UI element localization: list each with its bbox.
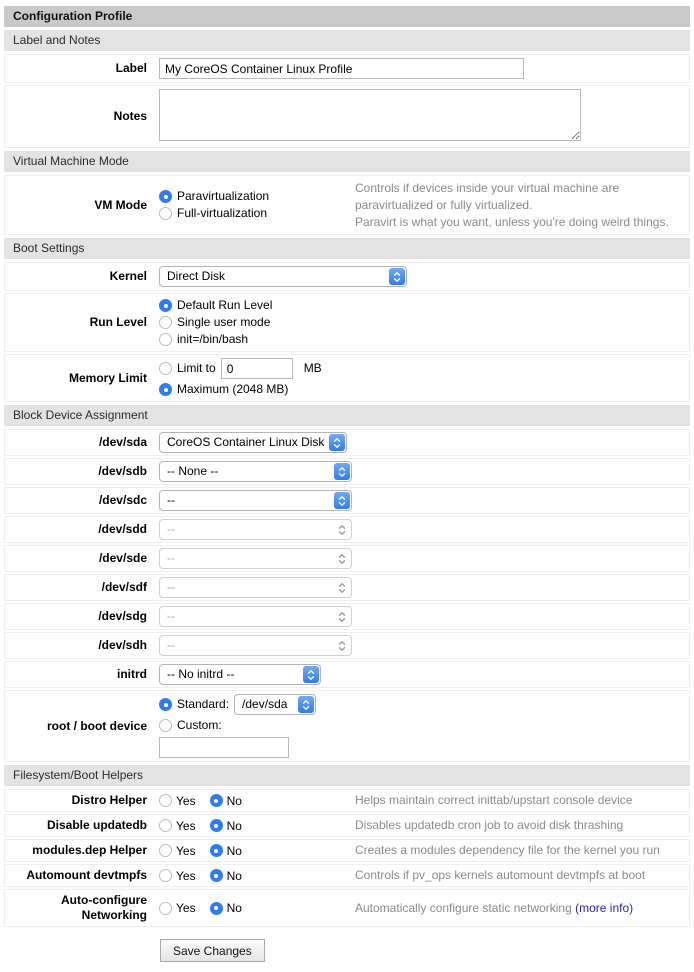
dev-sdb-label: /dev/sdb: [98, 464, 147, 478]
select-stepper-icon: [334, 579, 350, 596]
select-stepper-icon: [334, 492, 350, 509]
yes-option-label[interactable]: Yes: [176, 793, 196, 808]
chevron-updown-icon: [333, 437, 341, 449]
help-text: Automatically configure static networking: [355, 900, 572, 915]
chevron-updown-icon: [338, 466, 346, 478]
select-value: Direct Disk: [167, 269, 226, 283]
run-level-option-default[interactable]: [159, 297, 272, 314]
no-option-label[interactable]: No: [226, 818, 242, 833]
label-field-label: Label: [115, 61, 147, 75]
memory-limit-input[interactable]: [221, 358, 293, 379]
auto-configure-networking-row: [4, 889, 690, 927]
help-line: paravirtualized or fully virtualized.: [355, 198, 533, 212]
radio-icon[interactable]: [159, 190, 172, 203]
option-label: Maximum (2048 MB): [177, 382, 289, 396]
notes-field-label: Notes: [113, 109, 147, 123]
distro-helper-help: Helps maintain correct inittab/upstart console device: [355, 793, 633, 807]
no-option-label[interactable]: No: [226, 901, 242, 915]
radio-icon[interactable]: [159, 844, 172, 857]
kernel-label: Kernel: [109, 269, 147, 283]
section-filesystem-boot-helpers: Filesystem/Boot Helpers: [4, 765, 690, 786]
initrd-row: [4, 661, 690, 688]
option-label: Custom:: [177, 718, 222, 732]
radio-icon[interactable]: [210, 794, 223, 807]
disable-updatedb-row: [4, 814, 690, 837]
select-value: --: [167, 580, 175, 594]
select-stepper-icon: [334, 463, 350, 480]
option-label: Paravirtualization: [177, 189, 270, 203]
dev-sde-row: [4, 545, 690, 572]
yes-option-label[interactable]: Yes: [176, 868, 196, 883]
radio-icon[interactable]: [159, 316, 172, 329]
memory-limit-option-maximum[interactable]: [159, 381, 322, 398]
automount-devtmpfs-row: [4, 864, 690, 887]
radio-icon[interactable]: [159, 207, 172, 220]
dev-sdc-row: [4, 487, 690, 514]
select-value: --: [167, 551, 175, 565]
memory-limit-option-limit-to[interactable]: [159, 358, 322, 379]
page-title: Configuration Profile: [4, 6, 690, 27]
option-label: init=/bin/bash: [177, 332, 249, 346]
no-option-label[interactable]: No: [226, 868, 242, 883]
help-line: Paravirt is what you want, unless you're doing weird things.: [355, 215, 669, 229]
root-device-option-custom[interactable]: [159, 717, 316, 734]
radio-icon[interactable]: [159, 333, 172, 346]
yes-option-label[interactable]: Yes: [176, 843, 196, 858]
chevron-updown-icon: [338, 640, 346, 652]
root-boot-device-row: [4, 690, 690, 762]
dev-sdb-row: [4, 458, 690, 485]
yes-option-label[interactable]: Yes: [176, 818, 196, 833]
disable-updatedb-label: Disable updatedb: [46, 818, 147, 832]
dev-sda-select[interactable]: [159, 432, 347, 453]
yes-option-label[interactable]: Yes: [176, 901, 196, 915]
run-level-option-single-user[interactable]: [159, 314, 272, 331]
section-boot-settings: Boot Settings: [4, 238, 690, 259]
dev-sdf-label: /dev/sdf: [101, 580, 147, 594]
vm-mode-help-text: [355, 179, 669, 231]
radio-icon[interactable]: [159, 794, 172, 807]
dev-sdb-select[interactable]: [159, 461, 352, 482]
more-info-link[interactable]: (more info): [575, 900, 634, 915]
select-stepper-icon: [334, 637, 350, 654]
root-device-option-standard[interactable]: [159, 694, 316, 715]
dev-sda-label: /dev/sda: [98, 435, 147, 449]
chevron-updown-icon: [393, 271, 401, 283]
initrd-select[interactable]: [159, 664, 321, 685]
vm-mode-label: VM Mode: [94, 197, 147, 212]
label-row: [4, 54, 690, 83]
auto-configure-networking-label: Auto-configure Networking: [61, 893, 147, 922]
select-stepper-icon: [303, 666, 319, 683]
vm-mode-option-paravirtualization[interactable]: [159, 188, 355, 205]
memory-unit-label: MB: [303, 361, 322, 375]
vm-mode-option-full-virtualization[interactable]: [159, 205, 355, 222]
option-label: Limit to: [177, 361, 216, 375]
initrd-label: initrd: [117, 667, 147, 681]
select-stepper-icon: [334, 608, 350, 625]
select-value: CoreOS Container Linux Disk: [167, 435, 325, 449]
radio-icon[interactable]: [159, 698, 172, 711]
dev-sdf-row: [4, 574, 690, 601]
select-value: -- None --: [167, 464, 219, 478]
radio-icon[interactable]: [159, 902, 172, 915]
run-level-label: Run Level: [89, 315, 147, 329]
radio-icon[interactable]: [210, 819, 223, 832]
kernel-row: [4, 262, 690, 291]
dev-sdc-select[interactable]: [159, 490, 352, 511]
memory-limit-row: [4, 354, 690, 402]
chevron-updown-icon: [338, 495, 346, 507]
select-value: --: [167, 638, 175, 652]
radio-icon[interactable]: [159, 719, 172, 732]
run-level-row: [4, 293, 690, 352]
select-stepper-icon: [334, 550, 350, 567]
chevron-updown-icon: [338, 582, 346, 594]
radio-icon[interactable]: [210, 844, 223, 857]
dev-sdc-label: /dev/sdc: [98, 493, 147, 507]
dev-sdh-select: [159, 635, 352, 656]
chevron-updown-icon: [338, 553, 346, 565]
chevron-updown-icon: [338, 611, 346, 623]
section-label-and-notes: Label and Notes: [4, 30, 690, 51]
radio-icon[interactable]: [159, 819, 172, 832]
dev-sde-label: /dev/sde: [98, 551, 147, 565]
select-stepper-icon: [389, 268, 405, 285]
select-stepper-icon: [329, 434, 345, 451]
footer: [4, 939, 690, 962]
chevron-updown-icon: [302, 699, 310, 711]
dev-sda-row: [4, 429, 690, 456]
help-line: Controls if devices inside your virtual machine are: [355, 181, 620, 195]
disable-updatedb-help: Disables updatedb cron job to avoid disk thrashing: [355, 818, 624, 832]
chevron-updown-icon: [338, 524, 346, 536]
dev-sdd-row: [4, 516, 690, 543]
automount-devtmpfs-help: Controls if pv_ops kernels automount devtmpfs at boot: [355, 868, 646, 882]
dev-sdd-label: /dev/sdd: [98, 522, 147, 536]
radio-icon[interactable]: [159, 869, 172, 882]
chevron-updown-icon: [307, 669, 315, 681]
select-value: -- No initrd --: [167, 667, 235, 681]
radio-icon[interactable]: [159, 362, 172, 375]
select-value: --: [167, 493, 175, 507]
select-value: --: [167, 522, 175, 536]
select-stepper-icon: [298, 696, 314, 713]
section-virtual-machine-mode: Virtual Machine Mode: [4, 151, 690, 172]
option-label: Full-virtualization: [177, 206, 268, 220]
automount-devtmpfs-label: Automount devtmpfs: [26, 868, 147, 882]
dev-sdh-label: /dev/sdh: [98, 638, 147, 652]
dev-sdg-select: [159, 606, 352, 627]
modules-dep-helper-help: Creates a modules dependency file for the kernel you run: [355, 843, 660, 857]
radio-icon[interactable]: [210, 869, 223, 882]
root-device-select[interactable]: [234, 694, 316, 715]
modules-dep-helper-label: modules.dep Helper: [32, 843, 147, 857]
kernel-select[interactable]: [159, 266, 407, 287]
option-label: Standard:: [177, 697, 230, 711]
dev-sdh-row: [4, 632, 690, 659]
save-changes-button[interactable]: Save Changes: [160, 939, 265, 962]
dev-sdd-select: [159, 519, 352, 540]
root-boot-device-label: root / boot device: [46, 718, 147, 733]
no-option-label[interactable]: No: [226, 843, 242, 858]
dev-sde-select: [159, 548, 352, 569]
select-value: --: [167, 609, 175, 623]
notes-textarea[interactable]: [159, 89, 581, 141]
run-level-option-init-bash[interactable]: [159, 331, 272, 348]
radio-icon[interactable]: [159, 299, 172, 312]
dev-sdf-select: [159, 577, 352, 598]
modules-dep-helper-row: [4, 839, 690, 862]
dev-sdg-row: [4, 603, 690, 630]
distro-helper-row: [4, 789, 690, 812]
section-block-device-assignment: Block Device Assignment: [4, 405, 690, 426]
distro-helper-label: Distro Helper: [71, 793, 147, 807]
no-option-label[interactable]: No: [226, 793, 242, 808]
dev-sdg-label: /dev/sdg: [98, 609, 147, 623]
select-stepper-icon: [334, 521, 350, 538]
select-value: /dev/sda: [242, 697, 288, 711]
label-input[interactable]: [159, 58, 524, 79]
vm-mode-row: [4, 175, 690, 235]
radio-icon[interactable]: [159, 383, 172, 396]
auto-configure-networking-help: [355, 900, 633, 917]
radio-icon[interactable]: [210, 902, 223, 915]
option-label: Default Run Level: [177, 298, 273, 312]
option-label: Single user mode: [177, 315, 271, 329]
root-device-custom-input[interactable]: [159, 737, 289, 758]
memory-limit-label: Memory Limit: [68, 370, 147, 385]
notes-row: [4, 85, 690, 148]
